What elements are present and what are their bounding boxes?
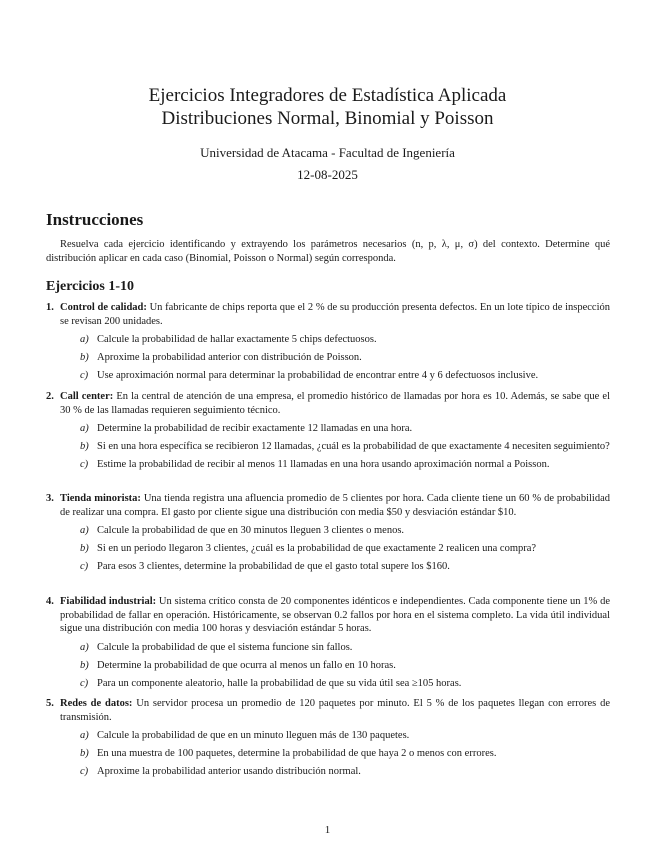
exercise-item [76,747,610,761]
exercise-title: Call center: [60,391,114,402]
item-text: Aproxime la probabilidad anterior usando distribución normal. [97,766,361,777]
item-text: Para esos 3 clientes, determine la probabilidad de que el gasto total supere los $160. [97,561,450,572]
exercise-item [76,458,610,472]
document-title-line-2: Distribuciones Normal, Binomial y Poisson [161,108,494,129]
item-text: Use aproximación normal para determinar la probabilidad de encontrar entre 4 y 6 defectuosos inclusive. [97,370,539,381]
item-letter: b) [80,352,89,363]
item-text: Determine la probabilidad de que ocurra al menos un fallo en 10 horas. [97,659,396,671]
item-letter: b) [80,441,89,452]
exercise-title: Redes de datos: [60,698,133,709]
exercise-item [76,560,610,574]
exercise-title: Control de calidad: [60,302,147,313]
item-text: Aproxime la probabilidad anterior con distribución de Poisson. [97,352,362,363]
exercise-item [76,659,610,673]
exercise-1 [46,301,610,387]
item-letter: b) [80,659,89,671]
item-text: Calcule la probabilidad de que en 30 minutos lleguen 3 clientes o menos. [97,525,405,536]
exercise-item [76,524,610,538]
exercise-title: Tienda minorista: [60,493,141,504]
item-letter: c) [80,370,89,381]
exercise-number: 2. [46,391,54,402]
exercise-item [76,641,610,655]
exercise-statement: Una tienda registra una afluencia promedio de 5 clientes por hora. Cada cliente tiene un 60 % de probabilidad de realizar una compra. El gasto por cliente sigue una distribución con media $50 y desviación estándar $10. [60,493,610,518]
exercise-number: 3. [46,493,54,504]
exercise-item [76,333,610,347]
item-text: Estime la probabilidad de recibir al menos 11 llamadas en una hora usando aproximación normal a Poisson. [97,459,550,470]
exercise-2 [46,390,610,476]
exercise-5 [46,697,610,783]
exercise-item [76,351,610,365]
item-letter: c) [80,677,89,689]
exercise-items [76,422,610,472]
exercise-statement: Un fabricante de chips reporta que el 2 % de su producción presenta defectos. En un lote típico de inspección se revisan 200 unidades. [60,302,610,327]
exercise-item [76,542,610,556]
item-letter: b) [80,543,89,554]
exercise-items [76,333,610,383]
exercise-item [76,422,610,436]
exercise-number: 5. [46,698,54,709]
item-text: Calcule la probabilidad de que el sistema funcione sin fallos. [97,641,353,653]
exercise-item [76,765,610,779]
item-letter: a) [80,730,89,741]
item-text: Si en un periodo llegaron 3 clientes, ¿cuál es la probabilidad de que exactamente 2 realicen una compra? [97,543,537,554]
document-date: 12-08-2025 [297,167,358,182]
item-text: Determine la probabilidad de recibir exactamente 12 llamadas en una hora. [97,423,413,434]
exercise-item [76,440,610,454]
item-letter: c) [80,459,89,470]
item-letter: b) [80,748,89,759]
institution-line: Universidad de Atacama - Facultad de Ingeniería [200,145,455,160]
item-letter: c) [80,561,89,572]
document-title-line-1: Ejercicios Integradores de Estadística Aplicada [148,85,507,106]
item-text: Si en una hora específica se recibieron 12 llamadas, ¿cuál es la probabilidad de que exactamente 4 necesiten seguimiento? [97,441,610,452]
item-letter: c) [80,766,89,777]
exercise-item [76,369,610,383]
item-text: Calcule la probabilidad de que en un minuto lleguen más de 130 paquetes. [97,730,410,741]
item-text: Calcule la probabilidad de hallar exactamente 5 chips defectuosos. [97,334,377,345]
exercise-items [76,729,610,779]
exercise-items [76,641,610,691]
exercise-statement: Un sistema crítico consta de 20 componentes idénticos e independientes. Cada componente tiene un 1% de probabilidad de fallar en operación. Históricamente, se observan 0.2 fallos por hora en el sistema completo. La vida útil individual sigue una distribución con media 100 horas y desviación estándar 5 horas. [60,596,610,634]
instructions-text: Resuelva cada ejercicio identificando y extrayendo los parámetros necesarios (n, p, λ, μ, σ) del contexto. Determine qué distribución aplicar en cada caso (Binomial, Poisson o Normal) según corresponda. [46,239,610,264]
exercise-item [76,729,610,743]
item-letter: a) [80,641,89,653]
item-letter: a) [80,334,89,345]
exercise-statement: Un servidor procesa un promedio de 120 paquetes por minuto. El 5 % de los paquetes llegan con errores de transmisión. [60,698,610,723]
exercise-statement: En la central de atención de una empresa, el promedio histórico de llamadas por hora es 10. Además, se sabe que el 30 % de las llamadas requieren seguimiento técnico. [60,391,610,416]
item-letter: a) [80,423,89,434]
exercise-number: 1. [46,302,54,313]
item-text: En una muestra de 100 paquetes, determine la probabilidad de que haya 2 o menos con errores. [97,748,497,759]
exercise-title: Fiabilidad industrial: [60,596,157,607]
exercises-heading: Ejercicios 1-10 [46,279,134,294]
page-number: 1 [324,824,331,836]
item-letter: a) [80,525,89,536]
item-text: Para un componente aleatorio, halle la probabilidad de que su vida útil sea ≥105 horas. [97,677,462,689]
exercise-item [76,677,610,691]
exercise-3 [46,492,610,578]
instructions-heading: Instrucciones [46,210,144,229]
exercise-items [76,524,610,574]
exercise-number: 4. [46,596,54,607]
exercise-4 [46,595,610,695]
